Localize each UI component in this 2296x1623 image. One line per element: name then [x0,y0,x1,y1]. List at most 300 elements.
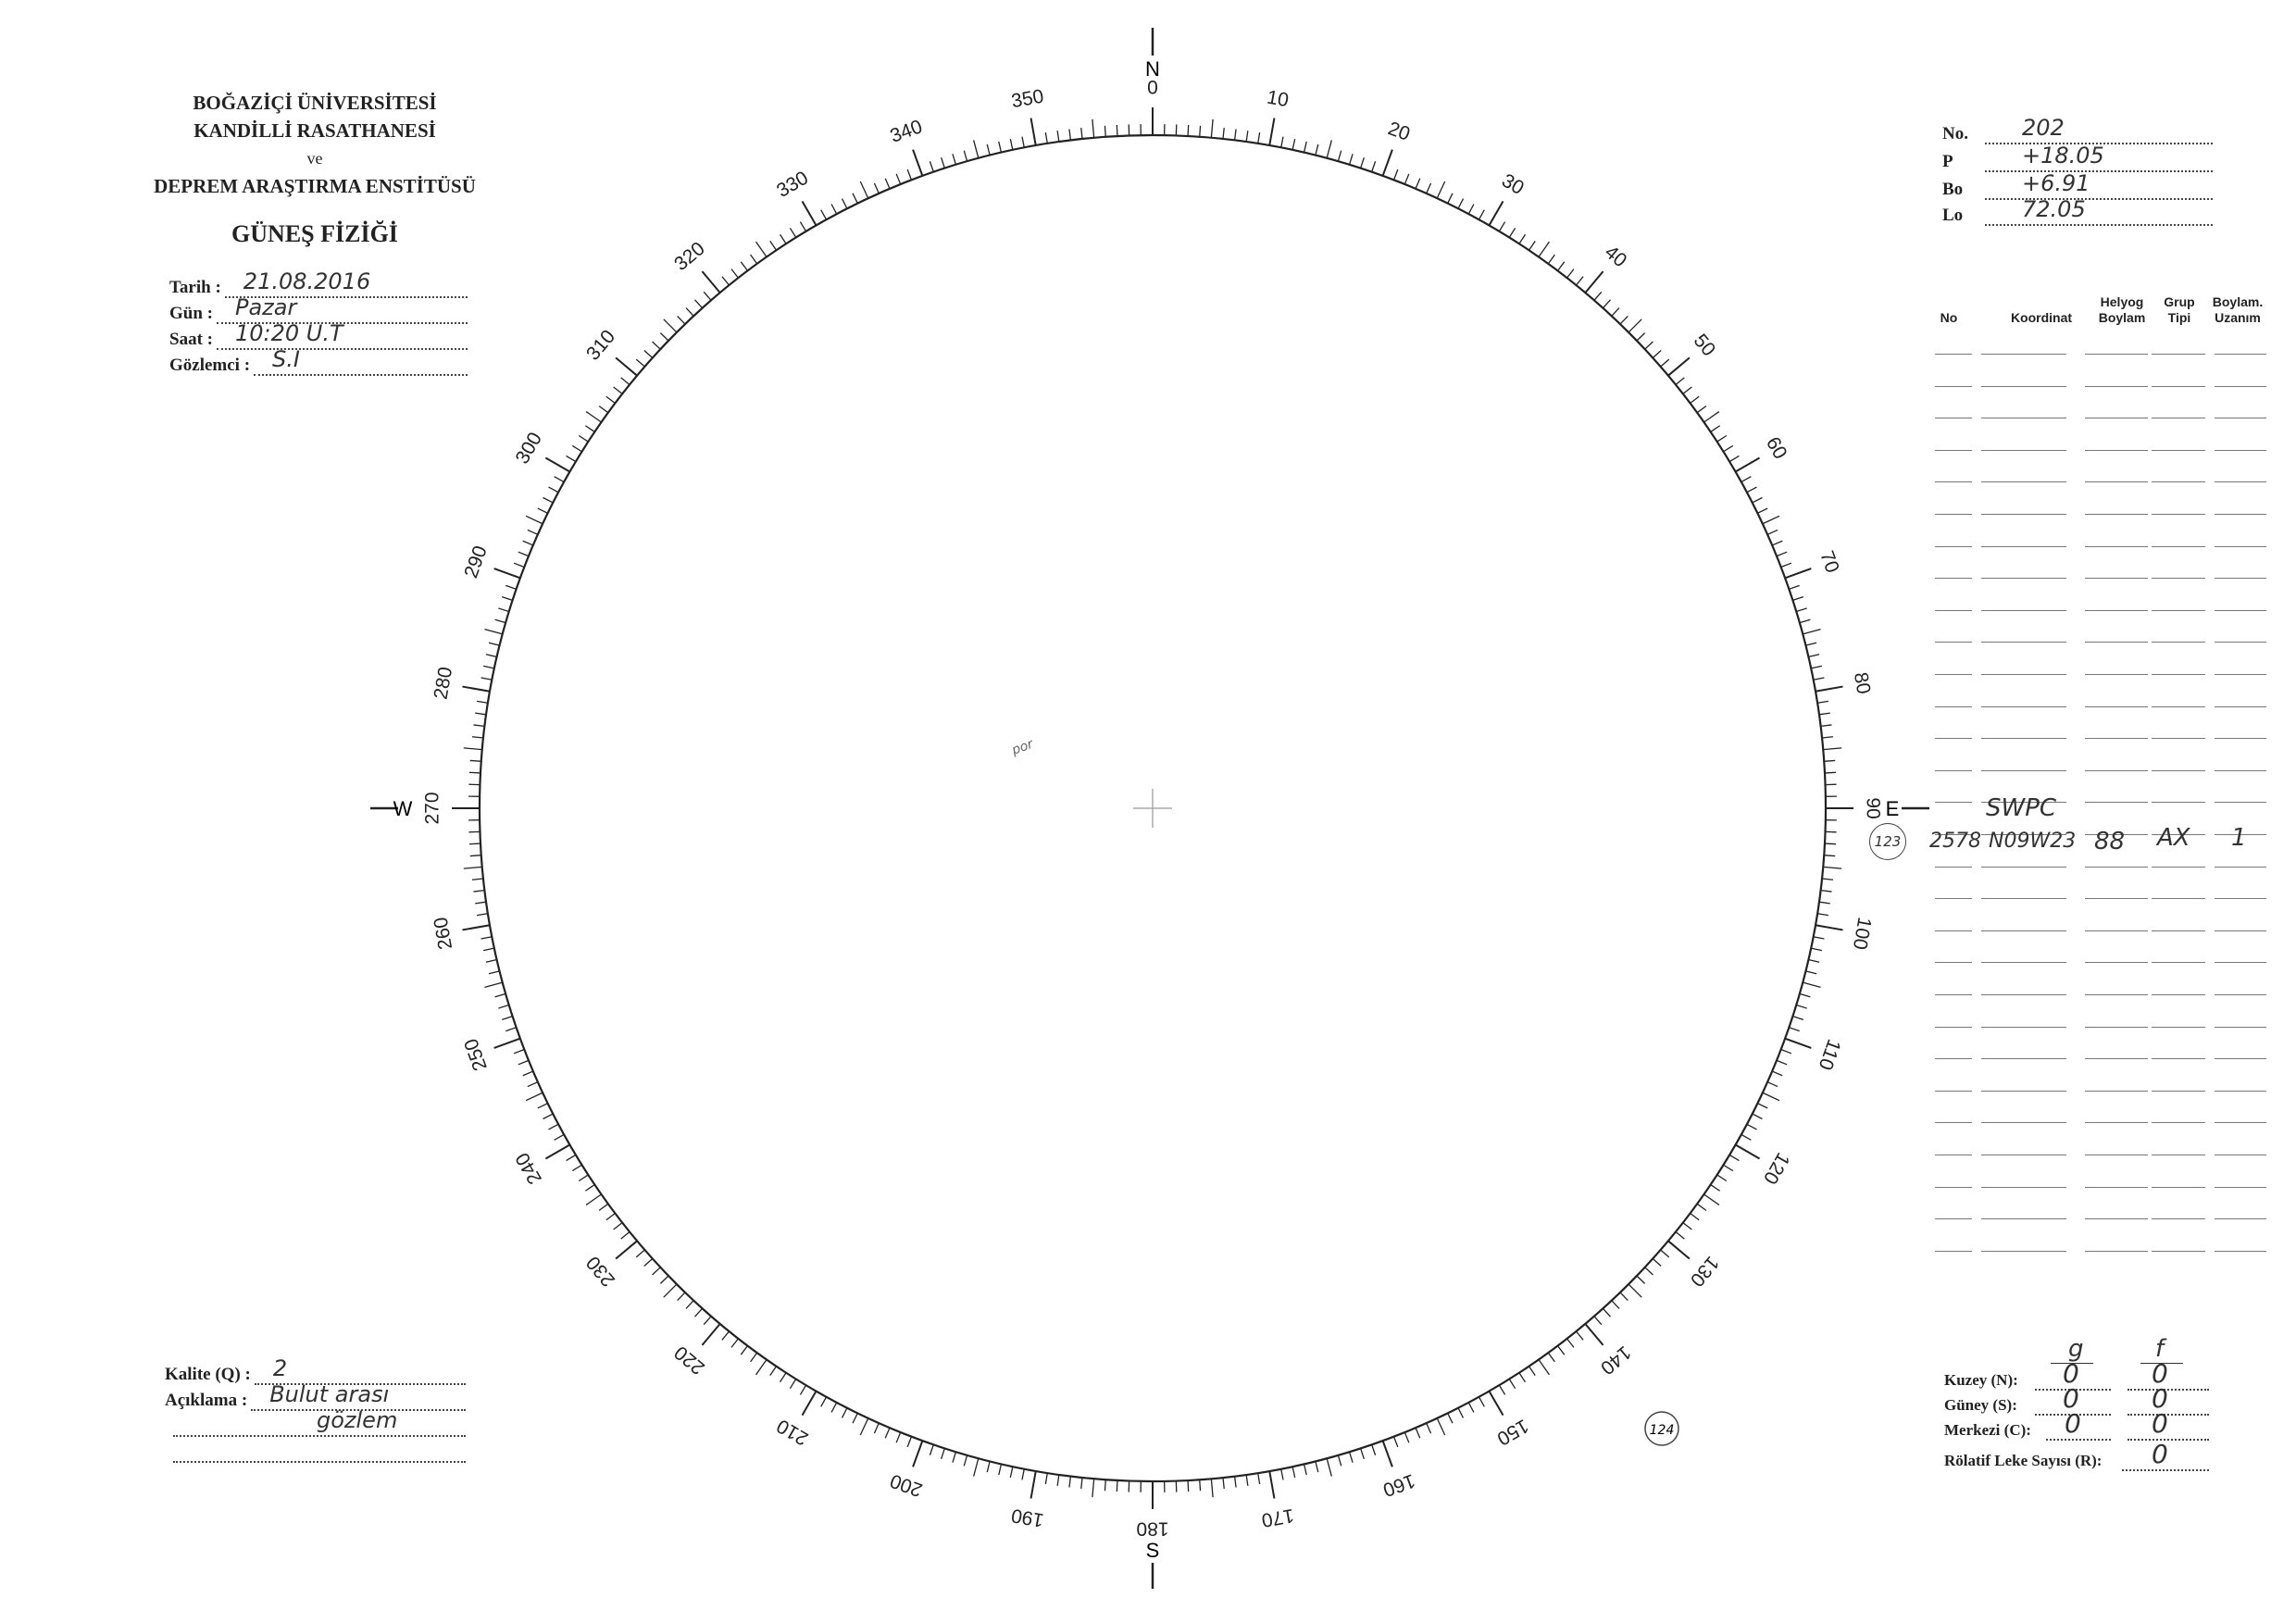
south-label-text: Güney (S): [1944,1396,2017,1414]
degree-tick [1741,477,1751,482]
degree-tick [790,228,795,237]
degree-tick [1628,319,1641,332]
degree-tick [1258,1473,1260,1484]
degree-tick [1637,1276,1645,1283]
degree-tick [1603,300,1610,308]
central-label-text: Merkezi (C): [1944,1421,2031,1439]
degree-tick [1416,1428,1420,1438]
degree-label-90: 90 [1862,797,1884,819]
degree-tick [1757,1104,1767,1108]
degree-tick [523,541,533,545]
degree-tick [1792,1017,1803,1020]
source-note: SWPC [1986,794,2057,822]
entry-boylam-uzanim: 1 [2231,824,2247,852]
degree-tick [572,445,581,451]
degree-tick [741,262,747,271]
center-crosshair [1133,789,1172,828]
degree-tick [803,201,817,225]
degree-tick [1676,1232,1684,1240]
degree-tick [586,412,601,422]
degree-tick [567,456,576,461]
entry-no: 2578 [1929,830,1981,853]
degree-tick [1188,125,1189,136]
degree-tick [1104,126,1105,137]
degree-tick [1585,271,1603,293]
degree-tick [1539,1360,1549,1375]
degree-tick [1781,1050,1791,1054]
degree-label-310: 310 [581,326,620,365]
degree-tick [1781,563,1791,567]
degree-tick [1747,487,1757,493]
degree-tick [1427,1423,1431,1433]
degree-tick [1567,269,1574,278]
degree-tick [660,333,668,341]
degree-tick [1729,456,1739,461]
degree-tick [741,1346,747,1355]
degree-tick [1383,150,1392,176]
degree-tick [1819,902,1830,904]
degree-label-330: 330 [773,167,812,202]
degree-tick [1637,333,1645,341]
degree-tick [1548,255,1554,264]
degree-tick [1697,406,1706,413]
degree-tick [606,1214,616,1220]
degree-tick [907,1437,911,1447]
degree-tick [1304,142,1307,153]
degree-tick [1763,516,1779,523]
degree-tick [486,960,497,963]
degree-label-350: 350 [1009,85,1046,113]
degree-tick [974,1458,979,1476]
degree-tick [1577,277,1584,285]
degree-tick [1304,1464,1307,1475]
degree-tick [999,1464,1002,1475]
degree-tick [545,458,569,472]
degree-label-320: 320 [670,237,709,276]
degree-tick [1548,1353,1554,1362]
degree-tick [1824,760,1835,761]
degree-tick [987,144,990,156]
degree-tick [1361,157,1365,168]
degree-tick [549,1124,559,1130]
degree-label-180: 180 [1136,1517,1169,1540]
remark-value-1: Bulut arası [269,1381,390,1407]
relative-label-text: Rölatif Leke Sayısı (R): [1944,1452,2103,1469]
degree-tick [770,241,777,250]
degree-tick [1558,262,1565,271]
degree-tick [1416,179,1420,189]
degree-label-0: 0 [1147,77,1158,99]
degree-label-170: 170 [1259,1504,1296,1531]
degree-tick [1785,568,1811,578]
degree-tick [790,1380,795,1389]
degree-tick [1404,174,1408,184]
degree-tick [1753,1114,1763,1118]
degree-tick [842,1408,847,1418]
degree-tick [1316,144,1318,156]
degree-tick [964,151,967,162]
degree-label-50: 50 [1689,330,1720,361]
degree-tick [489,643,500,645]
west-label: W [393,797,413,820]
degree-tick [1372,1444,1376,1454]
degree-tick [1529,241,1536,250]
degree-tick [555,1134,564,1140]
degree-tick [498,1005,508,1009]
degree-tick [505,585,516,589]
degree-tick [1717,1175,1727,1181]
degree-tick [953,1452,956,1462]
degree-tick [528,530,538,534]
degree-tick [704,1317,711,1325]
degree-tick [1612,1301,1619,1309]
degree-tick [463,925,491,930]
degree-tick [1022,1469,1024,1480]
degree-tick [477,701,488,703]
p-angle-label: P [1942,152,1953,171]
degree-tick [543,498,554,503]
degree-tick [770,1367,777,1376]
degree-tick [1057,131,1059,142]
degree-tick [664,1284,677,1297]
degree-tick [585,1185,594,1192]
degree-tick [860,181,867,198]
degree-tick [1281,137,1283,148]
degree-tick [1269,1471,1274,1499]
remark-field-2[interactable] [169,1407,466,1437]
degree-tick [1281,1469,1283,1480]
degree-tick [1767,530,1778,534]
degree-tick [1817,914,1828,916]
observer-value: S.I [272,346,300,372]
degree-tick [1269,119,1274,146]
degree-label-160: 160 [1379,1469,1418,1501]
university-name: BOĞAZİÇİ ÜNİVERSİTESİ [193,92,437,114]
degree-tick [1577,1331,1584,1340]
north-label: N [1145,57,1160,81]
degree-tick [1704,412,1719,422]
degree-tick [1338,151,1341,162]
degree-tick [1316,1461,1318,1472]
degree-tick [1057,1475,1059,1486]
degree-tick [1808,960,1819,963]
degree-tick [660,1276,668,1283]
degree-tick [853,194,857,204]
degree-tick [1081,1478,1082,1489]
degree-tick [1010,1467,1013,1478]
degree-label-110: 110 [1814,1036,1845,1073]
degree-tick [1383,1441,1392,1467]
degree-tick [702,1324,719,1345]
degree-tick [1448,194,1453,204]
degree-tick [1704,1194,1719,1205]
degree-tick [1785,1039,1811,1048]
degree-tick [472,737,483,738]
degree-tick [464,867,482,868]
observer-label: Gözlemci : [169,356,251,375]
quality-value: 2 [272,1355,288,1381]
degree-tick [1235,130,1236,141]
degree-tick [1823,748,1841,750]
degree-label-240: 240 [511,1149,546,1188]
degree-tick [1338,1455,1341,1467]
north-label-text: Kuzey (N): [1944,1371,2018,1389]
degree-tick [481,937,493,939]
degree-tick [704,292,711,300]
degree-tick [678,1292,685,1301]
degree-tick [1519,1373,1526,1382]
conjunction-text: ve [306,149,323,168]
degree-label-260: 260 [430,915,457,952]
col-spots-header: f [2155,1335,2165,1363]
degree-tick [1211,1479,1213,1497]
time-value: 10:20 U.T [234,320,343,346]
degree-tick [514,1050,524,1054]
degree-tick [731,269,738,278]
lo-label: Lo [1942,206,1964,225]
degree-tick [1796,608,1806,612]
degree-tick [800,222,805,231]
central-spots: 0 [2152,1408,2168,1439]
degree-tick [1394,169,1398,180]
degree-tick [489,971,500,974]
degree-tick [1711,1185,1720,1192]
degree-tick [913,1441,922,1467]
degree-tick [653,1267,661,1275]
degree-tick [1361,1448,1365,1458]
degree-tick [494,1039,520,1048]
degree-tick [1585,1324,1603,1345]
degree-tick [885,179,890,189]
degree-tick [1031,119,1036,146]
degree-tick [964,1455,967,1467]
degree-tick [1763,1092,1779,1100]
degree-tick [579,436,588,443]
degree-tick [505,1028,516,1031]
degree-tick [1594,292,1602,300]
north-groups: 0 [2063,1358,2079,1389]
south-label: S [1145,1539,1160,1562]
degree-label-140: 140 [1596,1341,1635,1380]
degree-tick [1767,1082,1778,1087]
degree-tick [1045,132,1047,144]
degree-tick [1539,242,1549,256]
quality-label: Kalite (Q) : [165,1365,251,1384]
degree-tick [486,655,497,657]
degree-tick [1350,154,1354,164]
degree-tick [1824,855,1835,856]
central-groups: 0 [2065,1408,2081,1439]
degree-tick [1729,1155,1739,1160]
degree-label-30: 30 [1498,169,1528,200]
degree-tick [599,1204,608,1210]
degree-tick [526,1092,543,1100]
degree-tick [514,563,524,567]
degree-label-130: 130 [1685,1252,1724,1291]
col-boylam-uzanim: Boylam. Uzanım [2212,294,2264,325]
degree-tick [821,1397,827,1406]
degree-tick [653,342,661,349]
degree-tick [545,1145,569,1159]
remark-value-2: gözlem [317,1407,398,1433]
degree-tick [1645,1267,1653,1275]
page-title: GÜNEŞ FİZİĞİ [231,220,398,247]
observatory-name: KANDİLLİ RASATHANESİ [193,119,436,142]
degree-tick [1529,1367,1536,1376]
degree-tick [1803,630,1820,634]
degree-tick [1822,737,1833,738]
number-value: 202 [2022,115,2065,141]
degree-tick [1223,1478,1224,1489]
degree-tick [1092,119,1094,138]
degree-tick [1010,139,1013,150]
degree-tick [1045,1473,1047,1484]
degree-tick [686,308,693,317]
degree-tick [1612,308,1619,317]
south-groups: 0 [2063,1383,2079,1414]
degree-tick [1519,234,1526,243]
degree-tick [498,608,508,612]
degree-tick [1661,1250,1669,1257]
degree-tick [1258,132,1260,144]
degree-tick [1736,458,1760,472]
degree-tick [477,914,488,916]
degree-tick [538,1104,548,1108]
degree-tick [1772,541,1782,545]
degree-tick [1757,508,1767,513]
degree-tick [1327,1458,1331,1476]
degree-tick [1468,1403,1474,1413]
degree-tick [1792,597,1803,601]
degree-label-250: 250 [460,1035,492,1074]
degree-tick [1817,701,1828,703]
degree-tick [751,1353,757,1362]
degree-tick [874,183,879,194]
degree-tick [616,357,637,375]
degree-tick [695,1308,703,1317]
degree-tick [907,169,911,180]
degree-tick [756,242,767,256]
bo-value: +6.91 [2022,170,2090,196]
degree-tick [606,396,616,403]
degree-label-150: 150 [1493,1415,1532,1450]
relative-value: 0 [2152,1439,2168,1469]
degree-label-230: 230 [581,1252,620,1291]
outside-mark-text: 124 [1649,1423,1675,1438]
degree-tick [1683,387,1691,393]
degree-tick [1796,1005,1806,1009]
degree-tick [1816,925,1843,930]
degree-tick [502,597,512,601]
degree-tick [1567,1339,1574,1347]
degree-label-20: 20 [1385,118,1413,145]
degree-tick [695,300,703,308]
south-spots: 0 [2152,1383,2168,1414]
remark-field[interactable] [165,1381,466,1411]
remark-label: Açıklama : [165,1391,248,1410]
day-label: Gün : [169,304,213,323]
degree-tick [896,174,900,184]
degree-tick [913,150,922,176]
degree-tick [1499,1385,1504,1394]
bo-label: Bo [1942,180,1964,199]
degree-tick [475,713,486,715]
col-grup-tipi: Grup Tipi [2164,294,2195,325]
p-angle-value: +18.05 [2022,143,2104,169]
remark-field-3[interactable] [169,1437,466,1463]
degree-tick [1069,1477,1070,1488]
degree-tick [614,387,622,393]
degree-tick [621,378,630,385]
degree-tick [780,1373,787,1382]
degree-tick [1724,1165,1733,1170]
degree-label-270: 270 [421,792,443,825]
degree-tick [1803,982,1820,987]
degree-tick [974,140,979,157]
degree-tick [722,277,730,285]
number-label: No. [1942,124,1968,144]
center-note: por [1009,736,1036,758]
degree-tick [579,1175,588,1181]
degree-tick [1200,1479,1201,1491]
degree-tick [1200,126,1201,137]
degree-tick [586,1194,601,1205]
degree-tick [1823,867,1841,868]
degree-label-40: 40 [1600,241,1631,272]
degree-tick [1825,843,1836,844]
degree-tick [930,161,933,171]
degree-tick [1821,725,1832,726]
degree-label-10: 10 [1265,86,1291,112]
degree-tick [953,154,956,164]
degree-tick [1022,137,1024,148]
date-value: 21.08.2016 [243,268,371,294]
degree-label-280: 280 [430,665,457,702]
group-mark-circle: 123 [1869,823,1906,860]
degree-tick [896,1432,900,1442]
institute-name: DEPREM ARAŞTIRMA ENSTİTÜSÜ [154,175,476,197]
degree-label-200: 200 [887,1469,926,1501]
degree-tick [481,678,493,680]
degree-tick [1509,1380,1515,1389]
degree-tick [1711,426,1720,432]
lo-value: 72.05 [2022,196,2086,222]
degree-tick [1668,1241,1690,1258]
degree-tick [567,1155,576,1160]
degree-tick [621,1232,630,1240]
degree-tick [538,508,548,513]
degree-tick [469,843,480,844]
degree-tick [1691,396,1700,403]
degree-tick [1676,378,1684,385]
degree-tick [1069,130,1070,141]
degree-tick [751,255,757,264]
east-label: E [1885,797,1900,820]
degree-tick [1092,1479,1094,1497]
degree-tick [1499,222,1504,231]
degree-tick [1458,1408,1463,1418]
degree-tick [572,1165,581,1170]
degree-tick [1808,655,1819,657]
degree-tick [1468,205,1474,215]
degree-tick [474,725,485,726]
degree-label-120: 120 [1759,1149,1794,1188]
degree-tick [1819,713,1830,715]
entry-koordinat: N09W23 [1989,830,2077,853]
col-koordinat: Koordinat [2010,310,2073,325]
degree-tick [1394,1437,1398,1447]
degree-tick [636,1250,644,1257]
